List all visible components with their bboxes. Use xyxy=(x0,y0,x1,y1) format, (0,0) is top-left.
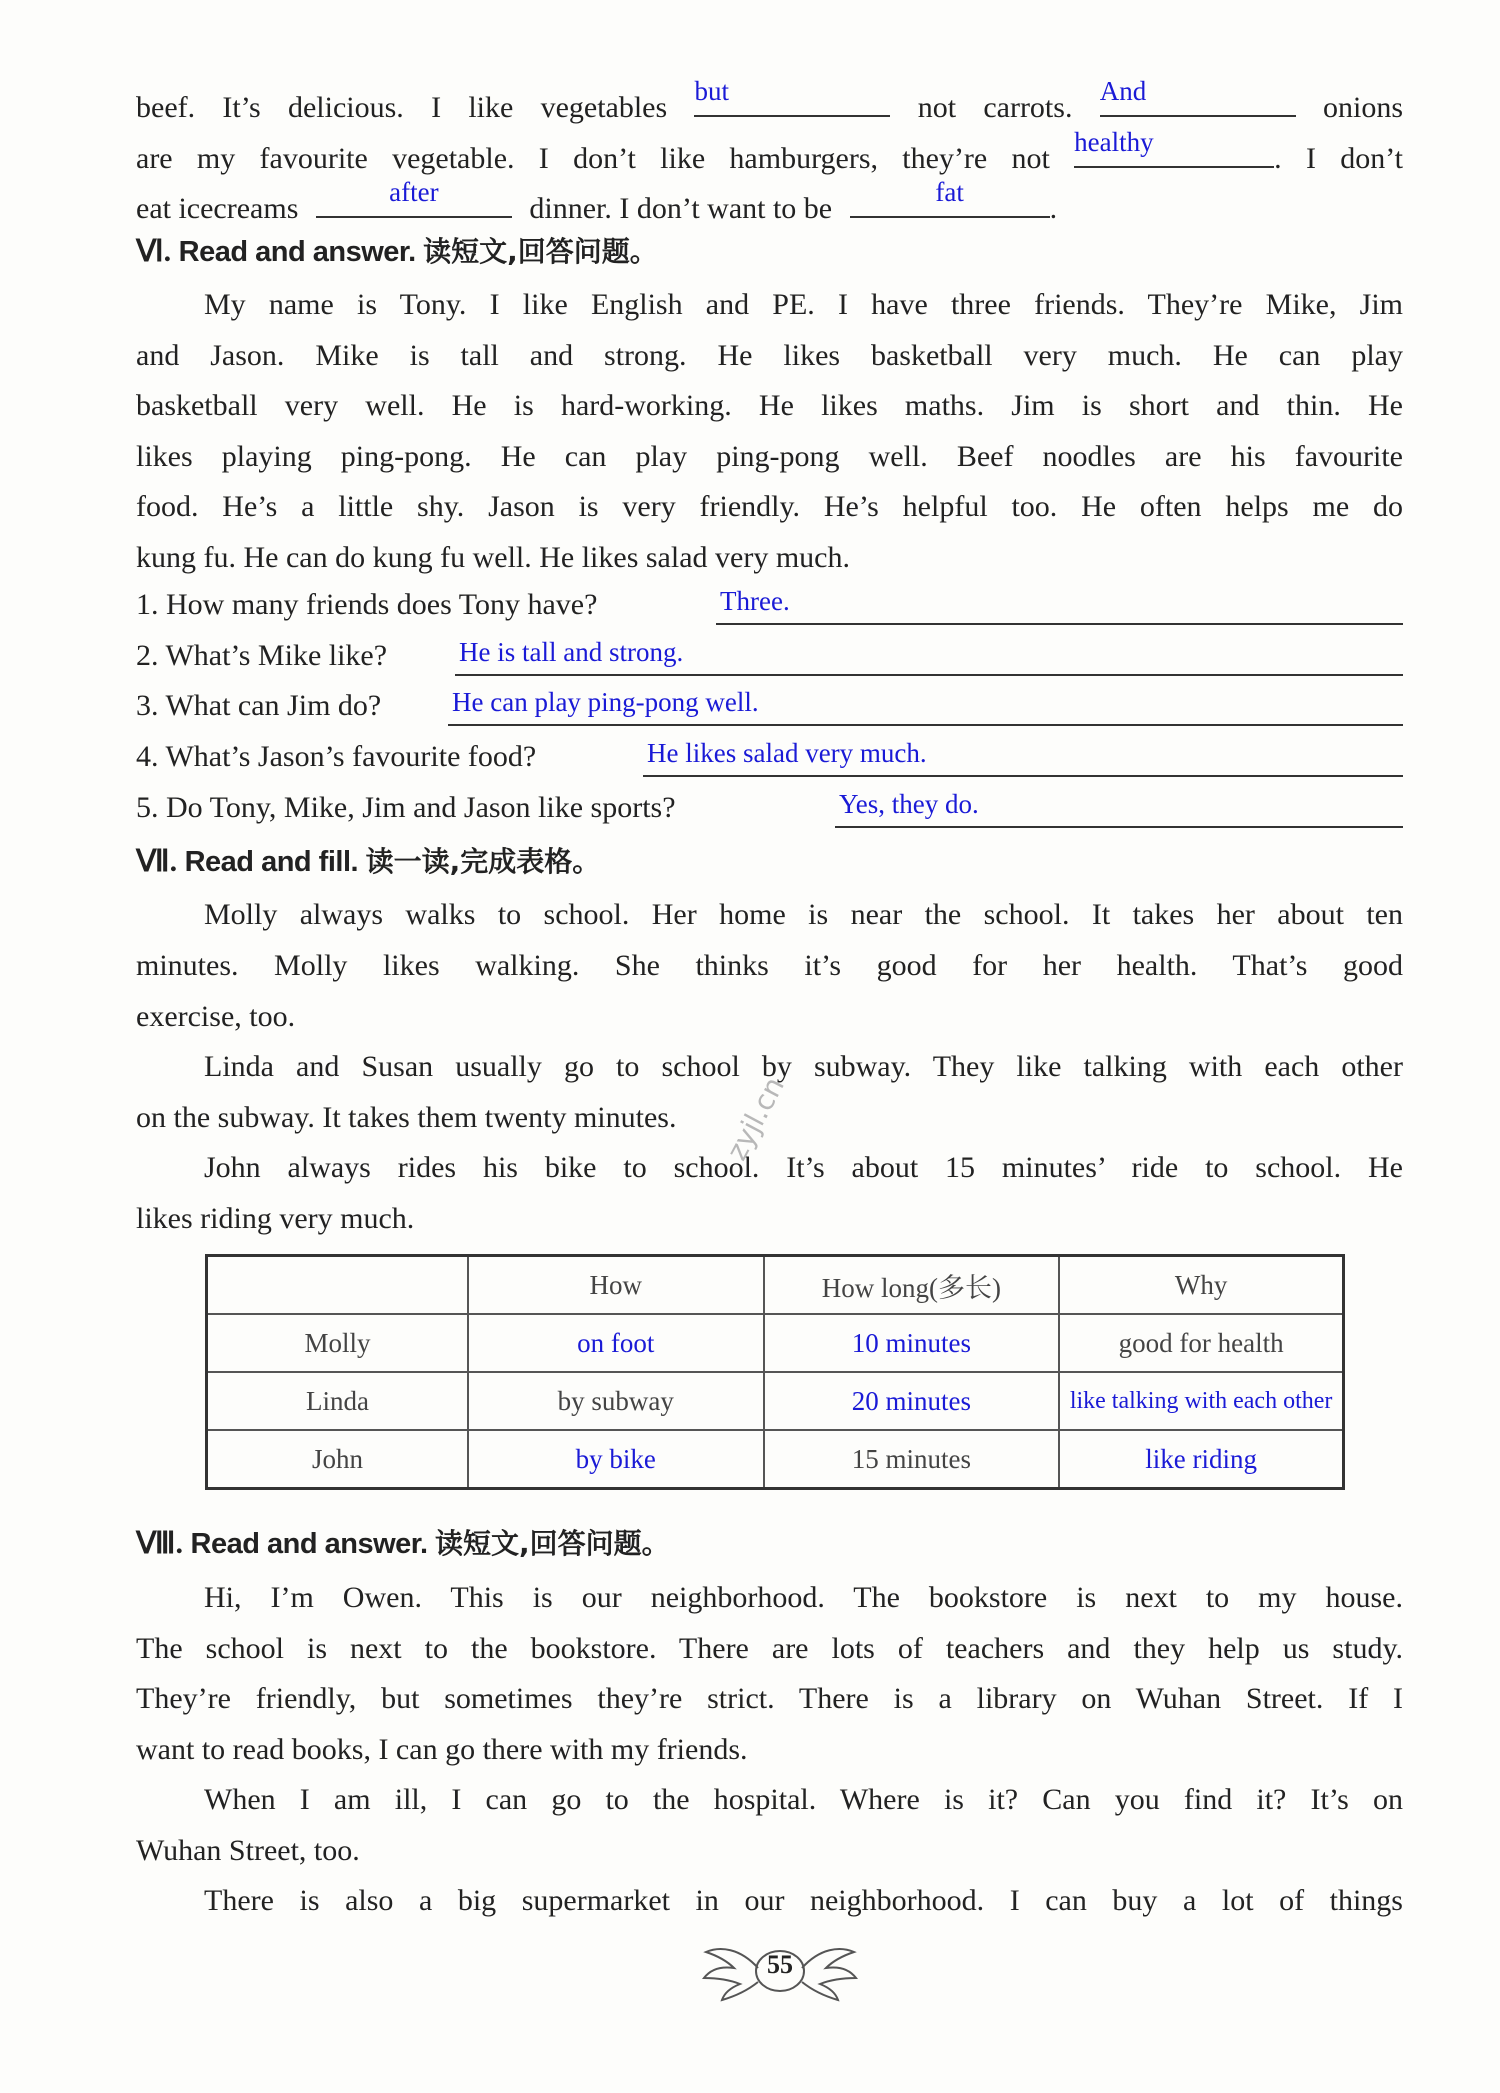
passage-line: My name is Tony. I like English and PE. I have three friends. They’re Mike, Jim xyxy=(204,288,1403,321)
section-heading: Ⅷ. Read and answer. 读短文,回答问题。 xyxy=(136,1527,670,1560)
passage-line: They’re friendly, but sometimes they’re strict. There is a library on Wuhan Street. If I xyxy=(136,1682,1403,1715)
answer-blank[interactable]: And xyxy=(1100,81,1296,117)
table-header-cell xyxy=(207,1256,469,1315)
passage-line: Wuhan Street, too. xyxy=(136,1834,360,1867)
table-header-cell: How long(多长) xyxy=(764,1256,1060,1315)
table-cell: Linda xyxy=(207,1372,469,1430)
answer-line[interactable]: He can play ping-pong well. xyxy=(448,686,1403,726)
table-header-cell: How xyxy=(468,1256,764,1315)
passage-line: minutes. Molly likes walking. She thinks it’s good for her health. That’s good xyxy=(136,949,1403,982)
table-answer-cell[interactable]: 10 minutes xyxy=(764,1314,1060,1372)
table-cell: by subway xyxy=(468,1372,764,1430)
passage-line: kung fu. He can do kung fu well. He likes salad very much. xyxy=(136,541,850,574)
table-cell: Molly xyxy=(207,1314,469,1372)
question-row: 4. What’s Jason’s favourite food? He likes salad very much. xyxy=(136,735,1403,779)
passage-line: Molly always walks to school. Her home is near the school. It takes her about ten xyxy=(204,898,1403,931)
table-answer-cell[interactable]: on foot xyxy=(468,1314,764,1372)
passage-line: on the subway. It takes them twenty minutes. xyxy=(136,1101,677,1134)
passage-line: Linda and Susan usually go to school by subway. They like talking with each other xyxy=(204,1050,1403,1083)
passage-line: want to read books, I can go there with my friends. xyxy=(136,1733,748,1766)
passage-line: There is also a big supermarket in our neighborhood. I can buy a lot of things xyxy=(204,1884,1403,1917)
travel-table xyxy=(205,1254,1345,1490)
table-cell: John xyxy=(207,1430,469,1489)
answer-line[interactable]: Three. xyxy=(716,585,1403,625)
passage-line: Hi, I’m Owen. This is our neighborhood. The bookstore is next to my house. xyxy=(204,1581,1403,1614)
table-answer-cell[interactable]: like talking with each other xyxy=(1059,1372,1343,1430)
answer-line[interactable]: Yes, they do. xyxy=(835,788,1403,828)
table-header-cell: Why xyxy=(1059,1256,1343,1315)
table-row xyxy=(207,1372,1344,1430)
table-row xyxy=(207,1314,1344,1372)
table-row xyxy=(207,1430,1344,1489)
answer-blank[interactable]: but xyxy=(694,81,890,117)
page-number: 55 xyxy=(767,1950,793,1979)
passage-line: likes riding very much. xyxy=(136,1202,415,1235)
question-row: 3. What can Jim do? He can play ping-pong well. xyxy=(136,684,1403,728)
text-line: eat icecreams after dinner. I don’t want to be fat . xyxy=(136,177,1058,225)
page-number-badge xyxy=(700,1938,860,2008)
passage-line: The school is next to the bookstore. There are lots of teachers and they help us study. xyxy=(136,1632,1403,1665)
answer-blank[interactable]: after xyxy=(316,182,512,218)
table-cell: 15 minutes xyxy=(764,1430,1060,1489)
text-line: beef. It’s delicious. I like vegetables but not carrots. And onions xyxy=(136,76,1403,124)
passage-line: exercise, too. xyxy=(136,1000,296,1033)
answer-line[interactable]: He likes salad very much. xyxy=(643,737,1403,777)
answer-line[interactable]: He is tall and strong. xyxy=(455,636,1403,676)
table-answer-cell[interactable]: like riding xyxy=(1059,1430,1343,1489)
table-answer-cell[interactable]: by bike xyxy=(468,1430,764,1489)
table-answer-cell[interactable]: 20 minutes xyxy=(764,1372,1060,1430)
table-header-row xyxy=(207,1256,1344,1315)
question-row: 1. How many friends does Tony have? Three. xyxy=(136,583,1403,627)
section-heading: Ⅵ. Read and answer. 读短文,回答问题。 xyxy=(136,235,658,268)
answer-blank[interactable]: fat xyxy=(850,182,1050,218)
passage-line: basketball very well. He is hard-working. He likes maths. Jim is short and thin. He xyxy=(136,389,1403,422)
question-row: 5. Do Tony, Mike, Jim and Jason like sports? Yes, they do. xyxy=(136,786,1403,830)
passage-line: John always rides his bike to school. It’s about 15 minutes’ ride to school. He xyxy=(204,1151,1403,1184)
text-line: are my favourite vegetable. I don’t like hamburgers, they’re not healthy . I don’t xyxy=(136,127,1403,175)
table-cell: good for health xyxy=(1059,1314,1343,1372)
passage-line: and Jason. Mike is tall and strong. He likes basketball very much. He can play xyxy=(136,339,1403,372)
passage-line: food. He’s a little shy. Jason is very friendly. He’s helpful too. He often helps me do xyxy=(136,490,1403,523)
passage-line: When I am ill, I can go to the hospital. Where is it? Can you find it? It’s on xyxy=(204,1783,1403,1816)
passage-line: likes playing ping-pong. He can play ping-pong well. Beef noodles are his favourite xyxy=(136,440,1403,473)
answer-blank[interactable]: healthy xyxy=(1074,132,1274,168)
section-heading: Ⅶ. Read and fill. 读一读,完成表格。 xyxy=(136,845,601,878)
question-row: 2. What’s Mike like? He is tall and strong. xyxy=(136,634,1403,678)
watermark: zyjl.cn xyxy=(720,1071,791,1166)
